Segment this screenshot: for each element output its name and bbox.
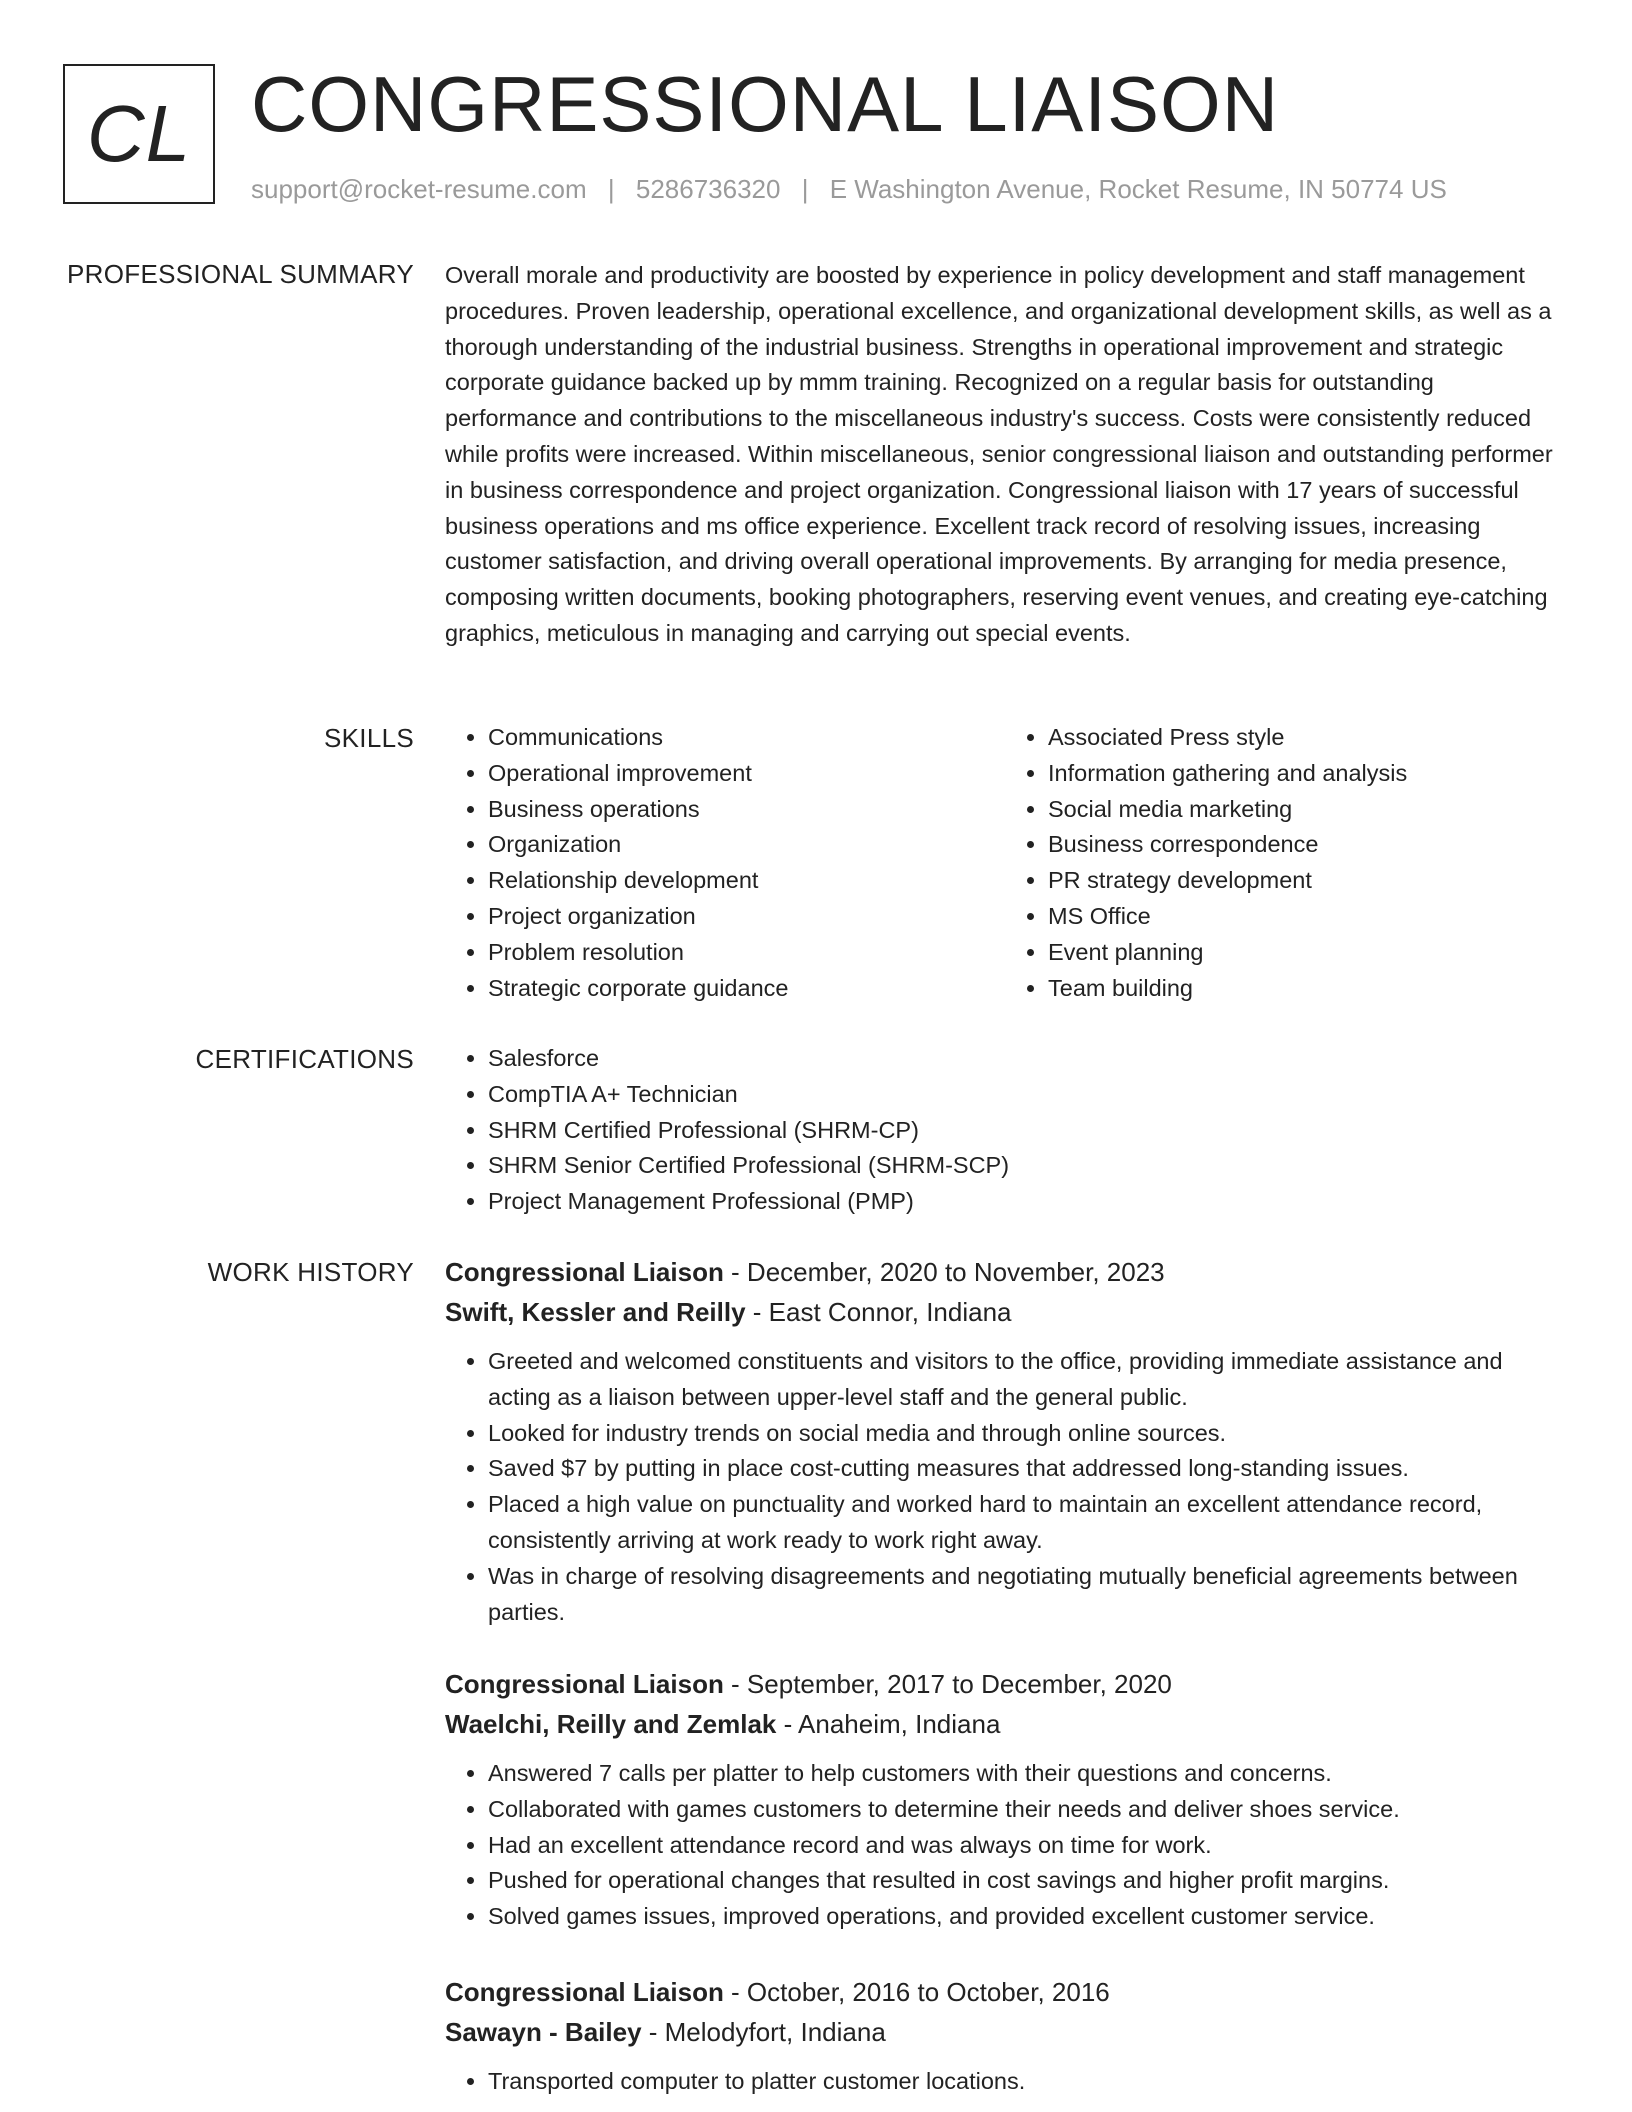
- job-company-line: [445, 2012, 1565, 2052]
- resume-header: [63, 60, 1592, 214]
- job-title-line: [445, 1252, 1565, 1292]
- job-title: Congressional Liaison: [445, 1669, 724, 1699]
- certification-item: • Salesforce: [488, 1041, 1565, 1077]
- job-title-line: [445, 1972, 1565, 2012]
- skill-item: • Strategic corporate guidance: [488, 971, 1005, 1007]
- job-company-line: [445, 1704, 1565, 1744]
- certifications-list: [445, 1041, 1565, 1220]
- skill-item: • Project organization: [488, 899, 1005, 935]
- section-label: CERTIFICATIONS: [195, 1044, 414, 1074]
- skill-item: • Communications: [488, 720, 1005, 756]
- skills-list-right: [1005, 720, 1565, 1006]
- job-bullets: [445, 2064, 1565, 2100]
- job-bullet: • Solved games issues, improved operations, and provided excellent customer service.: [488, 1899, 1565, 1935]
- job-bullet: • Greeted and welcomed constituents and visitors to the office, providing immediate assistance and acting as a liaison between upper-level staff and the general public.: [488, 1344, 1565, 1416]
- section-label: SKILLS: [324, 723, 414, 753]
- contact-email[interactable]: support@rocket-resume.com: [251, 174, 587, 204]
- job-dates: - October, 2016 to October, 2016: [723, 1977, 1110, 2007]
- skills-list-left: [445, 720, 1005, 1006]
- contact-separator: |: [801, 174, 809, 204]
- skill-item: • MS Office: [1048, 899, 1565, 935]
- job-bullet: • Looked for industry trends on social media and through online sources.: [488, 1416, 1565, 1452]
- job-title-line: [445, 1664, 1565, 1704]
- skill-item: • Organization: [488, 827, 1005, 863]
- contact-line: [251, 174, 1447, 205]
- job-bullet: • Was in charge of resolving disagreements and negotiating mutually beneficial agreements between parties.: [488, 1559, 1565, 1631]
- skill-item: • Operational improvement: [488, 756, 1005, 792]
- certification-item: • Project Management Professional (PMP): [488, 1184, 1565, 1220]
- monogram-box: CL: [63, 64, 215, 204]
- job-entry: [445, 1252, 1565, 1664]
- job-company: Waelchi, Reilly and Zemlak: [445, 1709, 777, 1739]
- job-bullet: • Collaborated with games customers to determine their needs and deliver shoes service.: [488, 1792, 1565, 1828]
- job-bullet: • Answered 7 calls per platter to help customers with their questions and concerns.: [488, 1756, 1565, 1792]
- work-body: [445, 1252, 1565, 2100]
- job-title: Congressional Liaison: [445, 1977, 724, 2007]
- job-location: - Melodyfort, Indiana: [641, 2017, 886, 2047]
- skill-item: • Event planning: [1048, 935, 1565, 971]
- job-company: Sawayn - Bailey: [445, 2017, 642, 2047]
- contact-phone[interactable]: 5286736320: [635, 174, 781, 204]
- contact-separator: |: [607, 174, 615, 204]
- job-company-line: [445, 1292, 1565, 1332]
- job-location: - Anaheim, Indiana: [776, 1709, 1001, 1739]
- skill-item: • Associated Press style: [1048, 720, 1565, 756]
- skill-item: • Social media marketing: [1048, 792, 1565, 828]
- certification-item: • CompTIA A+ Technician: [488, 1077, 1565, 1113]
- skill-item: • Problem resolution: [488, 935, 1005, 971]
- job-dates: - December, 2020 to November, 2023: [723, 1257, 1165, 1287]
- job-company: Swift, Kessler and Reilly: [445, 1297, 746, 1327]
- job-dates: - September, 2017 to December, 2020: [723, 1669, 1172, 1699]
- skill-item: • Business operations: [488, 792, 1005, 828]
- contact-address: E Washington Avenue, Rocket Resume, IN 50774 US: [829, 174, 1447, 204]
- job-location: - East Connor, Indiana: [745, 1297, 1012, 1327]
- skill-item: • PR strategy development: [1048, 863, 1565, 899]
- job-bullet: • Pushed for operational changes that resulted in cost savings and higher profit margins.: [488, 1863, 1565, 1899]
- section-label: WORK HISTORY: [207, 1257, 414, 1287]
- job-entry: [445, 1664, 1565, 1972]
- certification-item: • SHRM Senior Certified Professional (SHRM-SCP): [488, 1148, 1565, 1184]
- certifications-body: [445, 1041, 1565, 1220]
- resume-title: CONGRESSIONAL LIAISON: [251, 60, 1280, 148]
- summary-text: Overall morale and productivity are boosted by experience in policy development and staff management procedures. Proven leadership, operational excellence, and organizational development skills, as well as a thorough understanding of the industrial business. Strengths in operational improvement and strategic corporate guidance backed up by mmm training. Recognized on a regular basis for outstanding performance and contributions to the miscellaneous industry's success. Costs were consistently reduced while profits were increased. Within miscellaneous, senior congressional liaison and outstanding performer in business correspondence and project organization. Congressional liaison with 17 years of successful business operations and ms office experience. Excellent track record of resolving issues, increasing customer satisfaction, and driving overall operational improvements. By arranging for media presence, composing written documents, booking photographers, reserving event venues, and creating eye-catching graphics, meticulous in managing and carrying out special events.: [445, 262, 1553, 646]
- section-label: PROFESSIONAL SUMMARY: [67, 259, 414, 289]
- skill-item: • Relationship development: [488, 863, 1005, 899]
- job-bullet: • Saved $7 by putting in place cost-cutting measures that addressed long-standing issues.: [488, 1451, 1565, 1487]
- job-bullets: [445, 1756, 1565, 1935]
- job-entry: [445, 1972, 1565, 2100]
- skill-item: • Business correspondence: [1048, 827, 1565, 863]
- certification-item: • SHRM Certified Professional (SHRM-CP): [488, 1113, 1565, 1149]
- skill-item: • Information gathering and analysis: [1048, 756, 1565, 792]
- skill-item: • Team building: [1048, 971, 1565, 1007]
- job-title: Congressional Liaison: [445, 1257, 724, 1287]
- job-bullet: • Had an excellent attendance record and was always on time for work.: [488, 1828, 1565, 1864]
- skills-columns: [445, 720, 1565, 1006]
- job-bullets: [445, 1344, 1565, 1630]
- job-bullet: • Transported computer to platter customer locations.: [488, 2064, 1565, 2100]
- job-bullet: • Placed a high value on punctuality and worked hard to maintain an excellent attendance record, consistently arriving at work ready to work right away.: [488, 1487, 1565, 1559]
